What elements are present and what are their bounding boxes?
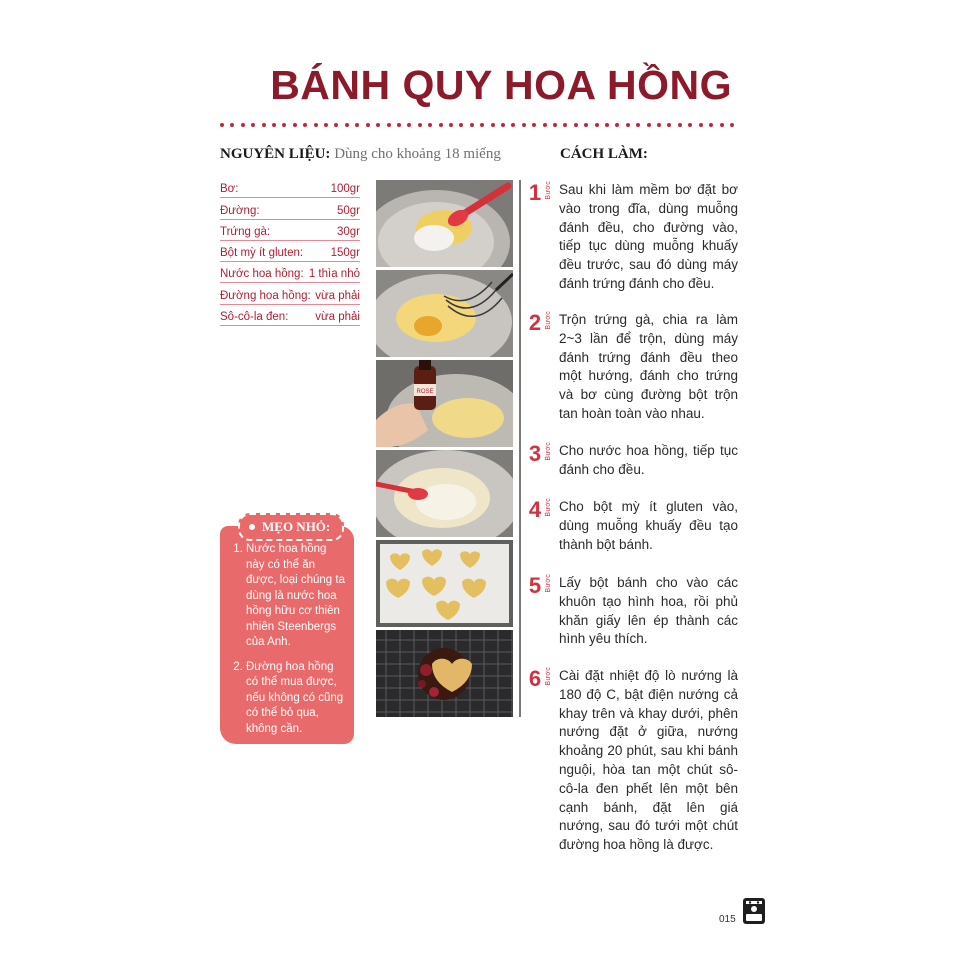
step-label: Bước — [545, 574, 552, 593]
ingredient-qty: 150gr — [330, 247, 360, 260]
ingredient-row — [220, 283, 360, 304]
method-heading: CÁCH LÀM: — [560, 146, 648, 162]
tip-box — [220, 519, 354, 744]
ingredient-name: Sô-cô-la đen: — [220, 311, 289, 324]
step-photo-6 — [376, 630, 513, 717]
step-number: 1 — [528, 180, 542, 205]
step-number: 6 — [528, 666, 542, 691]
step-text: Cài đặt nhiệt độ lò nướng là 180 độ C, bật điện nướng cả khay trên và khay dưới, phên nướng đặt ở giữa, nướng khoảng 20 phút, sau khi bánh nguội, hòa tan một chút sô-cô-la đen phết lên một bên cạnh bánh, đặt lên giá nướng, sau đó tưới một chút đường hoa hồng là được. — [559, 668, 738, 853]
tip-badge: MẸO NHỎ: — [238, 513, 344, 541]
ingredient-name: Nước hoa hồng: — [220, 268, 304, 281]
dotted-divider — [220, 120, 734, 130]
ingredients-table — [220, 177, 360, 326]
tip-list — [228, 542, 346, 737]
step-number: 2 — [528, 310, 542, 335]
ingredient-name: Đường: — [220, 204, 260, 217]
step-number: 4 — [528, 497, 542, 522]
ingredient-row — [220, 305, 360, 326]
step-number: 5 — [528, 573, 542, 598]
ingredient-qty: vừa phải — [315, 289, 360, 302]
step-label: Bước — [545, 498, 552, 517]
step-text: Cho nước hoa hồng, tiếp tục đánh cho đều. — [559, 443, 738, 477]
step-6 — [526, 667, 738, 855]
ingredient-qty: 50gr — [336, 204, 360, 217]
step-photos — [376, 180, 513, 720]
ingredient-name: Trứng gà: — [220, 225, 271, 238]
tip-item: 1. Nước hoa hồng này có thể ăn được, loại chúng ta dùng là nước hoa hồng hữu cơ thiên nhiên Steenbergs của Anh. — [246, 542, 346, 651]
step-number: 3 — [528, 441, 542, 466]
ingredient-row — [220, 262, 360, 283]
ingredients-subtitle: Dùng cho khoảng 18 miếng — [334, 146, 501, 162]
ingredient-qty: vừa phải — [315, 311, 360, 324]
step-text: Trộn trứng gà, chia ra làm 2~3 lần để trộn, dùng máy đánh trứng đánh đều theo một hướng, đánh cho trứng và bơ cùng đường bột trộn tan hoàn toàn vào nhau. — [559, 312, 738, 421]
ingredient-qty: 30gr — [336, 225, 360, 238]
step-text: Lấy bột bánh cho vào các khuôn tạo hình hoa, rồi phủ khăn giấy lên ép thành các hình yêu thích. — [559, 575, 738, 647]
ingredient-row — [220, 198, 360, 219]
step-label: Bước — [545, 442, 552, 461]
step-4 — [526, 498, 738, 554]
step-1 — [526, 181, 738, 294]
ingredient-row — [220, 177, 360, 198]
step-photo-2 — [376, 270, 513, 357]
ingredient-name: Bột mỳ ít gluten: — [220, 247, 304, 260]
page-number: 015 — [719, 914, 736, 925]
step-text: Sau khi làm mềm bơ đặt bơ vào trong đĩa, dùng muỗng đánh đều, cho đường vào, tiếp tục dùng muỗng khuấy đều trước, sau đó dùng máy đánh trứng đánh cho đều. — [559, 182, 738, 291]
step-photo-3 — [376, 360, 513, 447]
step-photo-1 — [376, 180, 513, 267]
ingredient-name: Đường hoa hồng: — [220, 289, 311, 302]
rose-label-text: ROSE — [416, 389, 434, 395]
ingredients-heading — [220, 146, 501, 163]
step-photo-5 — [376, 540, 513, 627]
step-label: Bước — [545, 311, 552, 330]
step-3 — [526, 442, 738, 480]
page-title: BÁNH QUY HOA HỒNG — [270, 62, 732, 108]
ingredient-row — [220, 241, 360, 262]
ingredient-qty: 100gr — [330, 183, 360, 196]
step-text: Cho bột mỳ ít gluten vào, dùng muỗng khuấy đều tạo thành bột bánh. — [559, 499, 738, 552]
ingredient-row — [220, 220, 360, 241]
step-5 — [526, 574, 738, 649]
column-divider — [519, 180, 521, 717]
ingredient-name: Bơ: — [220, 183, 239, 196]
step-photo-4 — [376, 450, 513, 537]
ingredient-qty: 1 thìa nhỏ — [308, 268, 360, 281]
tip-item: 2. Đường hoa hồng có thể mua được, nếu không có cũng có thể bỏ qua, không cần. — [246, 660, 346, 738]
step-2 — [526, 311, 738, 424]
step-label: Bước — [545, 181, 552, 200]
oven-icon — [742, 897, 766, 925]
step-label: Bước — [545, 667, 552, 686]
ingredients-title: NGUYÊN LIỆU: — [220, 146, 331, 162]
